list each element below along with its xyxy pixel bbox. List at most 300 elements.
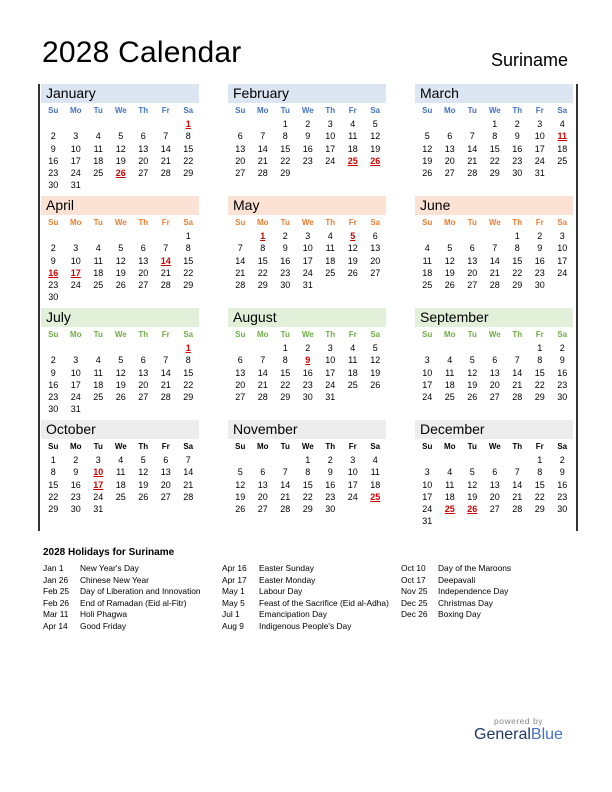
day-cell: 29 bbox=[183, 392, 194, 403]
day-cell: 29 bbox=[512, 280, 523, 291]
day-cell: 5 bbox=[237, 467, 243, 478]
day-cell: 28 bbox=[512, 392, 523, 403]
day-cell: 17 bbox=[325, 143, 336, 154]
day-cell: 12 bbox=[370, 131, 381, 142]
month-grid bbox=[415, 215, 573, 291]
calendar-frame bbox=[38, 84, 578, 531]
day-cell: 4 bbox=[447, 467, 453, 478]
weekday-label: Fr bbox=[535, 330, 544, 339]
empty-cell bbox=[229, 230, 252, 242]
empty-cell bbox=[439, 342, 462, 354]
day-cell: 3 bbox=[559, 231, 565, 241]
day-cell: 17 bbox=[70, 379, 81, 390]
weekday-label: Mo bbox=[443, 218, 456, 227]
month-grid bbox=[41, 327, 199, 416]
month-name: February bbox=[228, 84, 386, 103]
weekday-label: Mo bbox=[443, 106, 456, 115]
day-cell: 26 bbox=[138, 491, 149, 502]
holiday-name: Boxing Day bbox=[438, 609, 481, 620]
holiday-day-cell: 26 bbox=[370, 155, 381, 166]
day-cell: 22 bbox=[534, 379, 545, 390]
empty-cell bbox=[484, 454, 507, 466]
day-cell: 6 bbox=[140, 131, 146, 142]
empty-cell bbox=[439, 454, 462, 466]
holiday-day-cell: 16 bbox=[48, 267, 59, 278]
day-cell: 16 bbox=[302, 367, 313, 378]
empty-cell bbox=[229, 118, 252, 130]
day-cell: 15 bbox=[489, 143, 500, 154]
day-cell: 29 bbox=[183, 168, 194, 179]
day-cell: 6 bbox=[492, 355, 498, 366]
day-cell: 9 bbox=[559, 467, 565, 478]
empty-cell bbox=[416, 454, 439, 466]
day-cell: 3 bbox=[327, 343, 333, 353]
day-cell: 2 bbox=[73, 455, 79, 465]
day-cell: 11 bbox=[445, 479, 455, 490]
month-name: March bbox=[415, 84, 573, 103]
holiday-date: Aug 9 bbox=[222, 620, 244, 631]
weekday-label: Mo bbox=[256, 442, 269, 451]
holiday-name: Indigenous People's Day bbox=[259, 620, 352, 631]
holiday-name: New Year's Day bbox=[80, 563, 139, 573]
month-grid bbox=[41, 439, 199, 515]
day-cell: 4 bbox=[350, 343, 356, 353]
month-january bbox=[41, 84, 199, 192]
day-cell: 17 bbox=[534, 143, 545, 154]
day-cell: 10 bbox=[325, 131, 336, 142]
day-cell: 27 bbox=[257, 504, 268, 515]
day-cell: 13 bbox=[467, 255, 478, 266]
weekday-label: Th bbox=[325, 442, 336, 451]
month-july bbox=[41, 308, 199, 416]
day-cell: 11 bbox=[445, 367, 455, 378]
day-cell: 14 bbox=[280, 479, 291, 490]
day-cell: 11 bbox=[325, 243, 335, 254]
month-grid bbox=[41, 215, 199, 304]
day-cell: 29 bbox=[534, 504, 545, 515]
day-cell: 1 bbox=[282, 343, 288, 353]
day-cell: 5 bbox=[372, 343, 378, 353]
day-cell: 27 bbox=[235, 392, 246, 403]
holiday-date: Jan 1 bbox=[43, 563, 64, 573]
day-cell: 22 bbox=[183, 267, 194, 278]
month-name: December bbox=[415, 420, 573, 439]
day-cell: 26 bbox=[115, 280, 126, 291]
holiday-date: Feb 26 bbox=[43, 597, 70, 608]
month-may bbox=[228, 196, 386, 291]
empty-cell bbox=[252, 342, 275, 354]
weekday-label: Su bbox=[48, 106, 59, 115]
day-cell: 11 bbox=[348, 131, 358, 142]
day-cell: 23 bbox=[512, 155, 523, 166]
day-cell: 20 bbox=[489, 491, 500, 502]
month-name: October bbox=[41, 420, 199, 439]
day-cell: 17 bbox=[325, 367, 336, 378]
day-cell: 20 bbox=[138, 267, 149, 278]
day-cell: 1 bbox=[305, 455, 311, 465]
day-cell: 19 bbox=[370, 367, 381, 378]
day-cell: 21 bbox=[512, 379, 523, 390]
month-name: November bbox=[228, 420, 386, 439]
day-cell: 3 bbox=[424, 355, 430, 366]
weekday-label: Fr bbox=[535, 218, 544, 227]
day-cell: 1 bbox=[537, 455, 543, 465]
weekday-label: Sa bbox=[183, 330, 194, 339]
day-cell: 2 bbox=[559, 343, 565, 353]
day-cell: 10 bbox=[302, 243, 313, 254]
day-cell: 1 bbox=[514, 231, 520, 241]
month-grid bbox=[228, 327, 386, 403]
empty-cell bbox=[65, 118, 88, 130]
day-cell: 29 bbox=[280, 392, 291, 403]
day-cell: 20 bbox=[257, 491, 268, 502]
weekday-label: Su bbox=[422, 442, 433, 451]
day-cell: 8 bbox=[492, 131, 498, 142]
day-cell: 9 bbox=[559, 355, 565, 366]
weekday-label: Fr bbox=[161, 218, 170, 227]
day-cell: 7 bbox=[469, 131, 475, 142]
day-cell: 10 bbox=[557, 243, 568, 254]
day-cell: 19 bbox=[347, 255, 358, 266]
day-cell: 2 bbox=[50, 131, 56, 142]
empty-cell bbox=[252, 454, 275, 466]
day-cell: 7 bbox=[260, 131, 266, 142]
weekday-label: Th bbox=[512, 106, 523, 115]
day-cell: 28 bbox=[160, 392, 171, 403]
day-cell: 8 bbox=[185, 131, 191, 142]
day-cell: 9 bbox=[282, 243, 288, 254]
day-cell: 26 bbox=[444, 280, 455, 291]
page-title: 2028 Calendar bbox=[42, 36, 242, 69]
day-cell: 18 bbox=[325, 255, 336, 266]
day-cell: 21 bbox=[235, 267, 246, 278]
holiday-item bbox=[222, 621, 402, 633]
weekday-label: Tu bbox=[467, 442, 477, 451]
day-cell: 28 bbox=[183, 491, 194, 502]
holiday-day-cell: 5 bbox=[350, 231, 356, 241]
holiday-column-3 bbox=[401, 563, 581, 621]
holiday-day-cell: 1 bbox=[260, 231, 266, 241]
holiday-day-cell: 25 bbox=[370, 491, 381, 502]
weekday-label: We bbox=[301, 218, 314, 227]
day-cell: 9 bbox=[50, 255, 56, 266]
month-grid bbox=[41, 103, 199, 192]
empty-cell bbox=[110, 342, 133, 354]
holiday-date: Jul 1 bbox=[222, 609, 240, 620]
day-cell: 27 bbox=[138, 280, 149, 291]
day-cell: 12 bbox=[347, 243, 358, 254]
day-cell: 28 bbox=[467, 168, 478, 179]
day-cell: 8 bbox=[537, 355, 543, 366]
weekday-label: Tu bbox=[280, 106, 290, 115]
day-cell: 20 bbox=[467, 267, 478, 278]
day-cell: 24 bbox=[302, 267, 313, 278]
day-cell: 22 bbox=[48, 491, 59, 502]
day-cell: 30 bbox=[48, 180, 59, 191]
weekday-label: Su bbox=[48, 330, 59, 339]
day-cell: 10 bbox=[325, 355, 336, 366]
day-cell: 17 bbox=[422, 379, 433, 390]
day-cell: 12 bbox=[467, 479, 478, 490]
day-cell: 18 bbox=[93, 379, 104, 390]
day-cell: 2 bbox=[514, 119, 520, 129]
weekday-label: Sa bbox=[557, 330, 568, 339]
month-november bbox=[228, 420, 386, 515]
day-cell: 8 bbox=[282, 355, 288, 366]
weekday-label: Sa bbox=[557, 218, 568, 227]
holiday-day-cell: 25 bbox=[444, 504, 455, 515]
day-cell: 25 bbox=[444, 392, 455, 403]
weekday-label: Tu bbox=[467, 106, 477, 115]
empty-cell bbox=[274, 454, 297, 466]
holiday-item bbox=[43, 586, 223, 598]
day-cell: 12 bbox=[422, 143, 433, 154]
day-cell: 24 bbox=[534, 155, 545, 166]
weekday-label: Tu bbox=[280, 218, 290, 227]
day-cell: 21 bbox=[280, 491, 291, 502]
day-cell: 9 bbox=[50, 143, 56, 154]
day-cell: 29 bbox=[534, 392, 545, 403]
day-cell: 17 bbox=[70, 155, 81, 166]
weekday-label: Sa bbox=[183, 218, 194, 227]
holiday-name: End of Ramadan (Eid al-Fitr) bbox=[80, 597, 187, 608]
day-cell: 24 bbox=[93, 491, 104, 502]
holiday-item bbox=[401, 609, 581, 621]
day-cell: 25 bbox=[347, 379, 358, 390]
day-cell: 4 bbox=[118, 455, 124, 465]
empty-cell bbox=[439, 118, 462, 130]
holiday-name: Day of Liberation and Innovation bbox=[80, 586, 201, 597]
day-cell: 16 bbox=[70, 479, 81, 490]
weekday-label: Su bbox=[235, 330, 246, 339]
holiday-name: Independence Day bbox=[438, 586, 509, 597]
day-cell: 12 bbox=[444, 255, 455, 266]
day-cell: 21 bbox=[257, 379, 268, 390]
day-cell: 20 bbox=[138, 379, 149, 390]
day-cell: 3 bbox=[350, 455, 356, 465]
day-cell: 22 bbox=[280, 379, 291, 390]
day-cell: 4 bbox=[559, 119, 565, 129]
day-cell: 7 bbox=[163, 243, 169, 254]
day-cell: 9 bbox=[305, 131, 311, 142]
day-cell: 27 bbox=[467, 280, 478, 291]
day-cell: 19 bbox=[467, 379, 478, 390]
day-cell: 4 bbox=[424, 243, 430, 254]
weekday-label: Sa bbox=[183, 106, 194, 115]
day-cell: 6 bbox=[492, 467, 498, 478]
day-cell: 25 bbox=[422, 280, 433, 291]
month-name: July bbox=[41, 308, 199, 327]
empty-cell bbox=[484, 342, 507, 354]
weekday-label: Mo bbox=[69, 442, 82, 451]
day-cell: 3 bbox=[424, 467, 430, 478]
day-cell: 3 bbox=[73, 243, 79, 254]
day-cell: 16 bbox=[557, 479, 568, 490]
day-cell: 20 bbox=[370, 255, 381, 266]
day-cell: 16 bbox=[48, 379, 59, 390]
weekday-label: Mo bbox=[443, 442, 456, 451]
day-cell: 23 bbox=[48, 168, 59, 179]
day-cell: 29 bbox=[257, 280, 268, 291]
weekday-label: Th bbox=[512, 330, 523, 339]
month-grid bbox=[415, 439, 573, 528]
month-grid bbox=[415, 327, 573, 403]
day-cell: 26 bbox=[467, 392, 478, 403]
day-cell: 24 bbox=[557, 267, 568, 278]
day-cell: 8 bbox=[305, 467, 311, 478]
weekday-label: Tu bbox=[93, 106, 103, 115]
day-cell: 24 bbox=[70, 392, 81, 403]
holiday-day-cell: 14 bbox=[160, 255, 171, 266]
day-cell: 6 bbox=[237, 131, 243, 142]
month-august bbox=[228, 308, 386, 403]
day-cell: 8 bbox=[260, 243, 266, 254]
day-cell: 21 bbox=[489, 267, 500, 278]
month-february bbox=[228, 84, 386, 179]
day-cell: 3 bbox=[73, 131, 79, 142]
empty-cell bbox=[416, 118, 439, 130]
day-cell: 4 bbox=[350, 119, 356, 129]
holiday-item bbox=[401, 563, 581, 575]
holiday-day-cell: 1 bbox=[185, 343, 191, 353]
day-cell: 2 bbox=[537, 231, 543, 241]
empty-cell bbox=[252, 118, 275, 130]
day-cell: 14 bbox=[512, 367, 523, 378]
holiday-day-cell: 9 bbox=[305, 355, 311, 366]
day-cell: 7 bbox=[163, 355, 169, 366]
holiday-date: Feb 25 bbox=[43, 586, 70, 597]
weekday-label: We bbox=[301, 442, 314, 451]
empty-cell bbox=[461, 118, 484, 130]
day-cell: 20 bbox=[444, 155, 455, 166]
day-cell: 6 bbox=[163, 455, 169, 465]
weekday-label: We bbox=[488, 442, 501, 451]
holiday-date: Apr 17 bbox=[222, 574, 247, 585]
day-cell: 5 bbox=[372, 119, 378, 129]
day-cell: 23 bbox=[280, 267, 291, 278]
day-cell: 13 bbox=[370, 243, 381, 254]
day-cell: 15 bbox=[48, 479, 59, 490]
weekday-label: Su bbox=[235, 218, 246, 227]
day-cell: 20 bbox=[160, 479, 171, 490]
weekday-label: We bbox=[114, 106, 127, 115]
weekday-label: Tu bbox=[467, 330, 477, 339]
weekday-label: We bbox=[114, 330, 127, 339]
footer-branding bbox=[474, 716, 563, 744]
day-cell: 18 bbox=[444, 379, 455, 390]
holiday-date: Dec 25 bbox=[401, 597, 428, 608]
day-cell: 13 bbox=[489, 367, 500, 378]
day-cell: 10 bbox=[422, 479, 433, 490]
day-cell: 8 bbox=[50, 467, 56, 478]
day-cell: 3 bbox=[95, 455, 101, 465]
day-cell: 10 bbox=[347, 467, 358, 478]
day-cell: 1 bbox=[185, 231, 191, 241]
brand-logo[interactable] bbox=[474, 726, 563, 744]
weekday-label: Mo bbox=[443, 330, 456, 339]
powered-by-text: powered by bbox=[494, 716, 543, 726]
day-cell: 8 bbox=[282, 131, 288, 142]
empty-cell bbox=[155, 118, 178, 130]
empty-cell bbox=[461, 230, 484, 242]
day-cell: 15 bbox=[280, 143, 291, 154]
day-cell: 16 bbox=[512, 143, 523, 154]
day-cell: 28 bbox=[280, 504, 291, 515]
day-cell: 4 bbox=[95, 355, 101, 366]
weekday-label: Mo bbox=[256, 330, 269, 339]
day-cell: 3 bbox=[327, 119, 333, 129]
holiday-item bbox=[401, 586, 581, 598]
day-cell: 5 bbox=[469, 355, 475, 366]
weekday-label: Sa bbox=[370, 330, 381, 339]
day-cell: 19 bbox=[115, 379, 126, 390]
holiday-item bbox=[43, 621, 223, 633]
day-cell: 6 bbox=[372, 231, 378, 241]
weekday-label: Sa bbox=[183, 442, 194, 451]
day-cell: 9 bbox=[327, 467, 333, 478]
day-cell: 12 bbox=[115, 143, 126, 154]
day-cell: 20 bbox=[235, 155, 246, 166]
holiday-date: Dec 26 bbox=[401, 609, 428, 620]
empty-cell bbox=[110, 118, 133, 130]
day-cell: 19 bbox=[115, 155, 126, 166]
day-cell: 27 bbox=[489, 392, 500, 403]
day-cell: 22 bbox=[512, 267, 523, 278]
holiday-item bbox=[222, 598, 402, 610]
day-cell: 27 bbox=[489, 504, 500, 515]
day-cell: 4 bbox=[372, 455, 378, 465]
weekday-label: Su bbox=[422, 218, 433, 227]
empty-cell bbox=[42, 342, 65, 354]
day-cell: 14 bbox=[160, 143, 171, 154]
day-cell: 26 bbox=[370, 379, 381, 390]
day-cell: 24 bbox=[422, 392, 433, 403]
empty-cell bbox=[42, 230, 65, 242]
holiday-item bbox=[43, 598, 223, 610]
day-cell: 25 bbox=[115, 491, 126, 502]
day-cell: 18 bbox=[93, 267, 104, 278]
day-cell: 22 bbox=[302, 491, 313, 502]
empty-cell bbox=[416, 230, 439, 242]
holiday-item bbox=[222, 563, 402, 575]
day-cell: 16 bbox=[534, 255, 545, 266]
day-cell: 8 bbox=[185, 243, 191, 254]
day-cell: 7 bbox=[260, 355, 266, 366]
empty-cell bbox=[87, 230, 110, 242]
empty-cell bbox=[155, 342, 178, 354]
day-cell: 5 bbox=[118, 243, 124, 254]
day-cell: 15 bbox=[183, 143, 194, 154]
day-cell: 11 bbox=[348, 355, 358, 366]
weekday-label: Tu bbox=[93, 442, 103, 451]
day-cell: 16 bbox=[325, 479, 336, 490]
holiday-item bbox=[222, 586, 402, 598]
day-cell: 11 bbox=[116, 467, 126, 478]
day-cell: 29 bbox=[48, 504, 59, 515]
month-december bbox=[415, 420, 573, 528]
holiday-name: Feast of the Sacrifice (Eid al-Adha) bbox=[259, 597, 389, 608]
day-cell: 15 bbox=[512, 255, 523, 266]
holiday-day-cell: 25 bbox=[347, 155, 358, 166]
day-cell: 23 bbox=[48, 392, 59, 403]
day-cell: 26 bbox=[347, 267, 358, 278]
day-cell: 22 bbox=[534, 491, 545, 502]
day-cell: 2 bbox=[50, 355, 56, 366]
day-cell: 24 bbox=[70, 280, 81, 291]
empty-cell bbox=[87, 342, 110, 354]
day-cell: 15 bbox=[183, 255, 194, 266]
weekday-label: Mo bbox=[69, 330, 82, 339]
